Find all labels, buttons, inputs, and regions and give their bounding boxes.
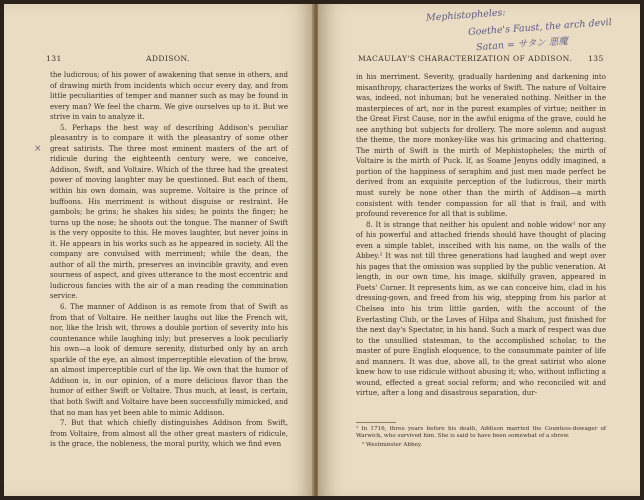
footnote: ¹ In 1716, three years before his death, Addison married the Countess-dowager of Warwick, who survived him. She is said to have been somewhat of a shrew. [356,426,606,440]
left-page-number: 131 [46,54,62,63]
paragraph: in his merriment. Severity, gradually hardening and darkening into misanthropy, characterizes the works of Swift. The nature of Voltaire was, indeed, not inhuman; but he venerated nothing. Neither in the masterpieces of art, nor in the purest examples of virtue; neither in the Great First Cause, nor in the awful enigma of the grave, could he see anything but subjects for drollery. The more solemn and august the theme, the more monkey-like was his grimacing and chattering. The mirth of Swift is the mirth of Mephistopheles; the mirth of Voltaire is the mirth of Puck. If, as Soame Jenyns oddly imagined, a portion of the happiness of seraphim and just men made perfect be derived from an exquisite perception of the ludicrous, their mirth must surely be none other than the mirth of Addison—a mirth consistent with tender compassion for all that is frail, and with profound reverence for all that is sublime. [356,72,606,219]
handwritten-note: Goethe's Faust, the arch devil [467,16,613,39]
footnote: ² Westminster Abbey. [362,442,423,448]
right-page-number: 135 [588,54,604,63]
left-running-head: ADDISON. [146,54,190,63]
margin-mark: × [34,144,42,154]
paragraph: 5. Perhaps the best way of describing Addison's peculiar pleasantry is to compare it with the pleasantry of some other great satirists. The three most eminent masters of the art of ridicule during the eighteenth century were, we conceive, Addison, Swift, and Voltaire. Which of the three had the greatest power of moving laughter may be questioned. But each of them, within his own domain, was supreme. Voltaire is the prince of buffoons. His merriment is without disguise or restraint. He gambols; he grins; he shakes his sides; he points the finger; he turns up the nose; he shoots out the tongue. The manner of Swift is the very opposite to this. He moves laughter, but never joins in it. He appears in his works such as he appeared in society. All the company are convulsed with merriment; while the dean, the author of all the mirth, preserves an invincible gravity, and even sourness of aspect, and gives utterance to the most eccentric and ludicrous fancies with the air of a man reading the commination service. [50,122,288,301]
paragraph: 7. But that which chiefly distinguishes Addison from Swift, from Voltaire, from almost all the other great masters of ridicule, is the grace, the nobleness, the moral purity, which we find even [50,418,288,449]
right-running-head: MACAULAY'S CHARACTERIZATION OF ADDISON. [358,54,573,63]
right-page [318,4,640,496]
handwritten-note: Satan = サタン 悪魔 [475,35,569,54]
paragraph: 8. It is strange that neither his opulent and noble widow¹ nor any of his powerful and attached friends should have thought of placing even a simple tablet, inscribed with his name, on the walls of the Abbey.² It was not till three generations had laughed and wept over his pages that the omission was supplied by the public veneration. At length, in our own time, his image, skilfully graven, appeared in Poets' Corner. It represents him, as we can conceive him, clad in his dressing-gown, and freed from his wig, stepping from his parlor at Chelsea into his trim little garden, with the account of the Everlasting Club, or the Loves of Hilpa and Shalum, just finished for the next day's Spectator, in his hand. Such a mark of respect was due to the unsullied statesman, to the accomplished scholar, to the master of pure English eloquence, to the consummate painter of life and manners. It was due, above all, to the great satirist who alone knew how to use ridicule without abusing it; who, without inflicting a wound, effected a great social reform; and who reconciled wit and virtue, after a long and disastrous separation, dur- [356,219,606,398]
paragraph: the ludicrous; of his power of awakening that sense in others, and of drawing mirth from incidents which occur every day, and from little peculiarities of temper and manner such as may be found in every man? We feel the charm. We give ourselves up to it. But we strive in vain to analyze it. [50,70,288,122]
handwritten-note: Mephistopheles: [425,7,506,24]
paragraph: 6. The manner of Addison is as remote from that of Swift as from that of Voltaire. He neither laughs out like the French wit, nor, like the Irish wit, throws a double portion of severity into his countenance while laughing inly; but preserves a look peculiarly his own—a look of demure serenity, disturbed only by an arch sparkle of the eye, an almost imperceptible elevation of the brow, an almost imperceptible curl of the lip. We own that the humor of Addison is, in our opinion, of a more delicious flavor than the humor of either Swift or Voltaire. Thus much, at least, is certain, that both Swift and Voltaire have been successfully mimicked, and that no man has yet been able to mimic Addison. [50,302,288,417]
left-page [4,4,316,496]
right-page-body [356,72,606,399]
left-page-body [50,70,288,450]
footnote-rule [356,422,396,423]
